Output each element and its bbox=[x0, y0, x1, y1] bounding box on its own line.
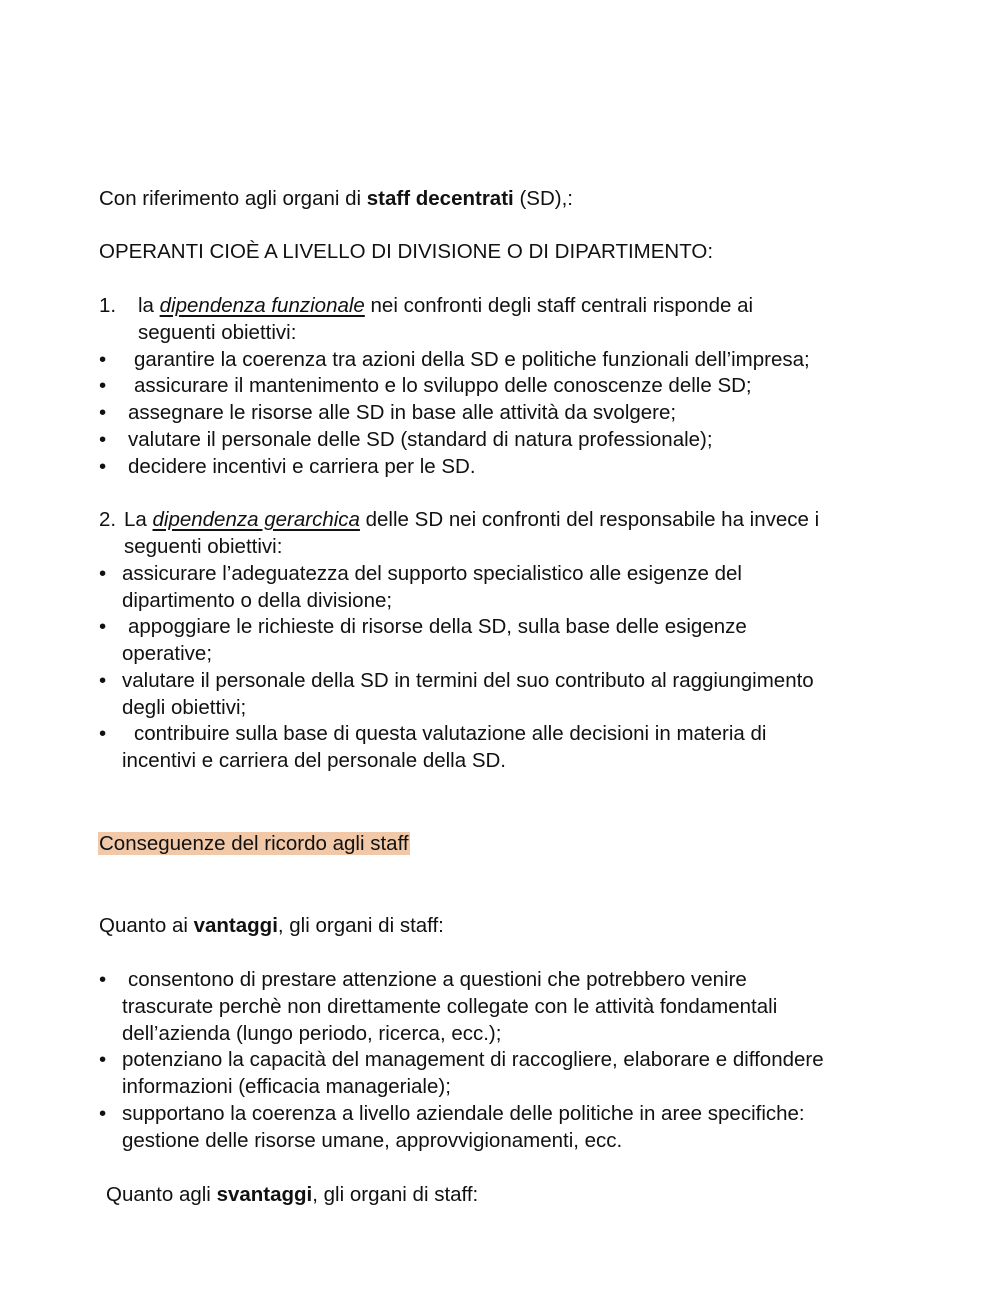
section2-number: 2. bbox=[99, 508, 117, 531]
highlighted-heading-text: Conseguenze del ricordo agli staff bbox=[99, 832, 409, 855]
intro-bold: staff decentrati bbox=[366, 187, 514, 210]
bullet-icon: • bbox=[99, 455, 107, 478]
bullet-icon: • bbox=[99, 374, 107, 397]
section2-bullet: contribuire sulla base di questa valutazione alle decisioni in materia di bbox=[134, 722, 767, 745]
section2-bullet-cont: incentivi e carriera del personale della SD. bbox=[122, 749, 507, 772]
section2-heading: La dipendenza gerarchica delle SD nei confronti del responsabile ha invece i bbox=[124, 508, 820, 531]
bullet-icon: • bbox=[99, 615, 107, 638]
section2-cont: seguenti obiettivi: bbox=[124, 535, 283, 558]
section2-bullet-cont: operative; bbox=[122, 642, 213, 665]
bullet-icon: • bbox=[99, 669, 107, 692]
bullet-icon: • bbox=[99, 401, 107, 424]
section1-bullet: assicurare il mantenimento e lo sviluppo delle conoscenze delle SD; bbox=[134, 374, 752, 397]
operanti-line: OPERANTI CIOÈ A LIVELLO DI DIVISIONE O DI DIPARTIMENTO: bbox=[99, 240, 714, 263]
section1-bullet: assegnare le risorse alle SD in base alle attività da svolgere; bbox=[128, 401, 677, 424]
svantaggi-line: Quanto agli svantaggi, gli organi di staff: bbox=[106, 1183, 479, 1206]
section1-term: dipendenza funzionale bbox=[159, 294, 365, 317]
bullet-icon: • bbox=[99, 1048, 107, 1071]
vantaggi-bullet-cont: gestione delle risorse umane, approvvigionamenti, ecc. bbox=[122, 1129, 623, 1152]
vantaggi-bullet-cont: trascurate perchè non direttamente collegate con le attività fondamentali bbox=[122, 995, 778, 1018]
vantaggi-bullet-cont: dell’azienda (lungo periodo, ricerca, ecc.); bbox=[122, 1022, 502, 1045]
section1-bullet: decidere incentivi e carriera per le SD. bbox=[128, 455, 476, 478]
bullet-icon: • bbox=[99, 1102, 107, 1125]
vantaggi-line: Quanto ai vantaggi, gli organi di staff: bbox=[99, 914, 444, 937]
svantaggi-bold: svantaggi bbox=[216, 1183, 313, 1206]
section2-bullet-cont: dipartimento o della divisione; bbox=[122, 589, 393, 612]
section1-heading: la dipendenza funzionale nei confronti degli staff centrali risponde ai bbox=[138, 294, 754, 317]
vantaggi-bullet: supportano la coerenza a livello aziendale delle politiche in aree specifiche: bbox=[122, 1102, 805, 1125]
bullet-icon: • bbox=[99, 968, 107, 991]
bullet-icon: • bbox=[99, 348, 107, 371]
section2-bullet: assicurare l’adeguatezza del supporto specialistico alle esigenze del bbox=[122, 562, 742, 585]
section1-bullet: valutare il personale delle SD (standard di natura professionale); bbox=[128, 428, 713, 451]
consequences-heading bbox=[98, 831, 410, 858]
bullet-icon: • bbox=[99, 428, 107, 451]
vantaggi-bold: vantaggi bbox=[193, 914, 278, 937]
section2-bullet-cont: degli obiettivi; bbox=[122, 696, 247, 719]
section2-bullet: valutare il personale della SD in termini del suo contributo al raggiungimento bbox=[122, 669, 814, 692]
section2-bullet: appoggiare le richieste di risorse della SD, sulla base delle esigenze bbox=[128, 615, 747, 638]
section1-cont: seguenti obiettivi: bbox=[138, 321, 297, 344]
bullet-icon: • bbox=[99, 722, 107, 745]
vantaggi-bullet: potenziano la capacità del management di raccogliere, elaborare e diffondere bbox=[122, 1048, 824, 1071]
section2-term: dipendenza gerarchica bbox=[152, 508, 360, 531]
section1-number: 1. bbox=[99, 294, 117, 317]
vantaggi-bullet-cont: informazioni (efficacia manageriale); bbox=[122, 1075, 451, 1098]
vantaggi-bullet: consentono di prestare attenzione a questioni che potrebbero venire bbox=[128, 968, 747, 991]
bullet-icon: • bbox=[99, 562, 107, 585]
section1-bullet: garantire la coerenza tra azioni della SD e politiche funzionali dell’impresa; bbox=[134, 348, 810, 371]
intro-line: Con riferimento agli organi di staff decentrati (SD),: bbox=[99, 187, 573, 210]
